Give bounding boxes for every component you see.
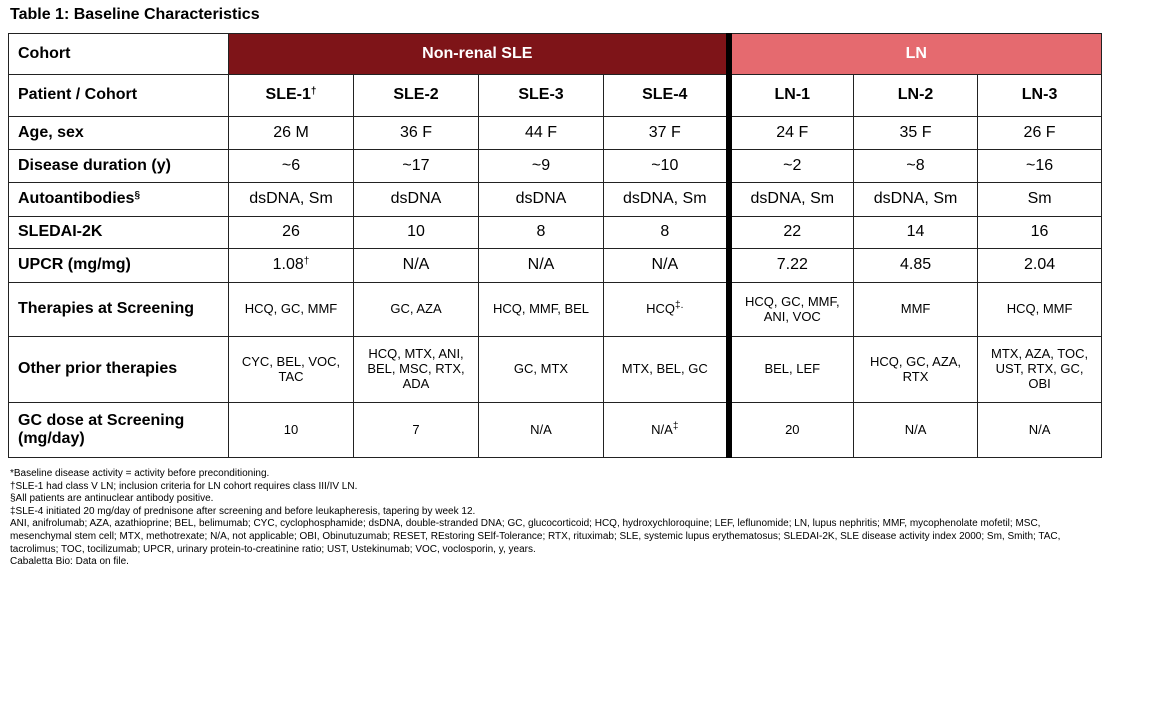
table-cell: 26 (229, 217, 354, 249)
row-label: Other prior therapies (9, 337, 229, 403)
footnotes (10, 468, 1090, 569)
table-cell: 24 F (729, 117, 854, 150)
row-label: Age, sex (9, 117, 229, 150)
table-cell: 2.04 (978, 249, 1102, 283)
table-cell: HCQ, GC, MMF (229, 283, 354, 337)
table-cell: GC, AZA (354, 283, 479, 337)
table-cell: ~2 (729, 150, 854, 183)
table-cell: dsDNA, Sm (729, 183, 854, 217)
table-cell: 26 M (229, 117, 354, 150)
table-cell: 10 (229, 403, 354, 458)
footnote: †SLE-1 had class V LN; inclusion criteria for LN cohort requires class III/IV LN. (10, 480, 358, 492)
table-cell: HCQ, GC, AZA, RTX (854, 337, 978, 403)
table-cell: 10 (354, 217, 479, 249)
table-cell: dsDNA (479, 183, 604, 217)
table-cell: ~10 (604, 150, 729, 183)
patient-id-cell: SLE-4 (604, 75, 729, 117)
footnote: Cabaletta Bio: Data on file. (10, 556, 129, 568)
row-label: Disease duration (y) (9, 150, 229, 183)
table-cell: dsDNA, Sm (229, 183, 354, 217)
footnote: §All patients are antinuclear antibody positive. (10, 493, 214, 505)
row-label: GC dose at Screening (mg/day) (9, 403, 229, 458)
table-title: Table 1: Baseline Characteristics (10, 6, 260, 23)
table-cell: N/A (354, 249, 479, 283)
table-cell: MTX, AZA, TOC, UST, RTX, GC, OBI (978, 337, 1102, 403)
table-cell: N/A‡ (604, 403, 729, 458)
table-cell: 36 F (354, 117, 479, 150)
row-label: Therapies at Screening (9, 283, 229, 337)
patient-id-cell: LN-3 (978, 75, 1102, 117)
table-cell: HCQ‡. (604, 283, 729, 337)
patient-id-cell: SLE-2 (354, 75, 479, 117)
table-cell: HCQ, MMF, BEL (479, 283, 604, 337)
table-cell: HCQ, MTX, ANI, BEL, MSC, RTX, ADA (354, 337, 479, 403)
ln-header: LN (729, 34, 1102, 75)
table-cell: Sm (978, 183, 1102, 217)
row-label: SLEDAI-2K (9, 217, 229, 249)
table-cell: 8 (479, 217, 604, 249)
table-cell: 20 (729, 403, 854, 458)
patient-id-cell: LN-1 (729, 75, 854, 117)
table-cell: 4.85 (854, 249, 978, 283)
footnote: ANI, anifrolumab; AZA, azathioprine; BEL, belimumab; CYC, cyclophosphamide; dsDNA, double-stranded DNA; GC, glucocorticoid; HCQ, hydroxychloroquine; LEF, leflunomide; LN, lupus nephritis; MMF, mycophenolate mofetil; MSC, mesenchymal stem cell; MTX, methotrexate; N/A, not applicable; OBI, Obinutuzumab; RESET, REstoring SElf-Tolerance; RTX, rituximab; SLE, systemic lupus erythematosus; SLEDAI-2K, SLE disease activity index 2000; Sm, Smith; TAC, tacrolimus; TOC, tocilizumab; UPCR, urinary protein-to-creatinine ratio; UST, Ustekinumab; VOC, voclosporin, y, years. (10, 518, 1061, 555)
table-cell: BEL, LEF (729, 337, 854, 403)
patient-id-cell: SLE-3 (479, 75, 604, 117)
table-cell: 1.08† (229, 249, 354, 283)
table-cell: N/A (978, 403, 1102, 458)
table-cell: MMF (854, 283, 978, 337)
table-cell: 16 (978, 217, 1102, 249)
table-cell: ~16 (978, 150, 1102, 183)
cohort-label: Cohort (9, 34, 229, 75)
non-renal-sle-header: Non-renal SLE (229, 34, 729, 75)
table-cell: 44 F (479, 117, 604, 150)
table-row-autoantibodies (9, 183, 1102, 217)
table-cell: CYC, BEL, VOC, TAC (229, 337, 354, 403)
table-cell: 35 F (854, 117, 978, 150)
table-row-therapies (9, 283, 1102, 337)
table-cell: N/A (854, 403, 978, 458)
table-cell: dsDNA, Sm (604, 183, 729, 217)
table-row-sledai (9, 217, 1102, 249)
table-row-upcr (9, 249, 1102, 283)
table-cell: ~6 (229, 150, 354, 183)
table-cell: 14 (854, 217, 978, 249)
table-cell: 7.22 (729, 249, 854, 283)
row-label: UPCR (mg/mg) (9, 249, 229, 283)
patient-id-cell: LN-2 (854, 75, 978, 117)
row-label: Autoantibodies§ (9, 183, 229, 217)
table-cell: MTX, BEL, GC (604, 337, 729, 403)
table-cell: HCQ, GC, MMF, ANI, VOC (729, 283, 854, 337)
patient-id-cell: SLE-1† (229, 75, 354, 117)
table-cell: GC, MTX (479, 337, 604, 403)
table-cell: N/A (479, 249, 604, 283)
baseline-characteristics-table (8, 33, 1102, 458)
table-cell: 22 (729, 217, 854, 249)
table-row-gc-dose (9, 403, 1102, 458)
table-cell: dsDNA, Sm (854, 183, 978, 217)
row-label: Patient / Cohort (9, 75, 229, 117)
table-cell: 8 (604, 217, 729, 249)
footnote: *Baseline disease activity = activity before preconditioning. (10, 468, 270, 479)
table-cell: HCQ, MMF (978, 283, 1102, 337)
footnote: ‡SLE-4 initiated 20 mg/day of prednisone after screening and before leukapheresis, tapering by week 12. (10, 505, 476, 517)
table-cell: 37 F (604, 117, 729, 150)
table-cell: dsDNA (354, 183, 479, 217)
table-cell: 7 (354, 403, 479, 458)
table-cell: ~8 (854, 150, 978, 183)
table-row-duration (9, 150, 1102, 183)
cohort-row (9, 34, 1102, 75)
patient-row (9, 75, 1102, 117)
table-cell: 26 F (978, 117, 1102, 150)
table-cell: ~17 (354, 150, 479, 183)
table-cell: N/A (479, 403, 604, 458)
table-cell: ~9 (479, 150, 604, 183)
table-cell: N/A (604, 249, 729, 283)
table-row-age-sex (9, 117, 1102, 150)
table-row-other-therapies (9, 337, 1102, 403)
